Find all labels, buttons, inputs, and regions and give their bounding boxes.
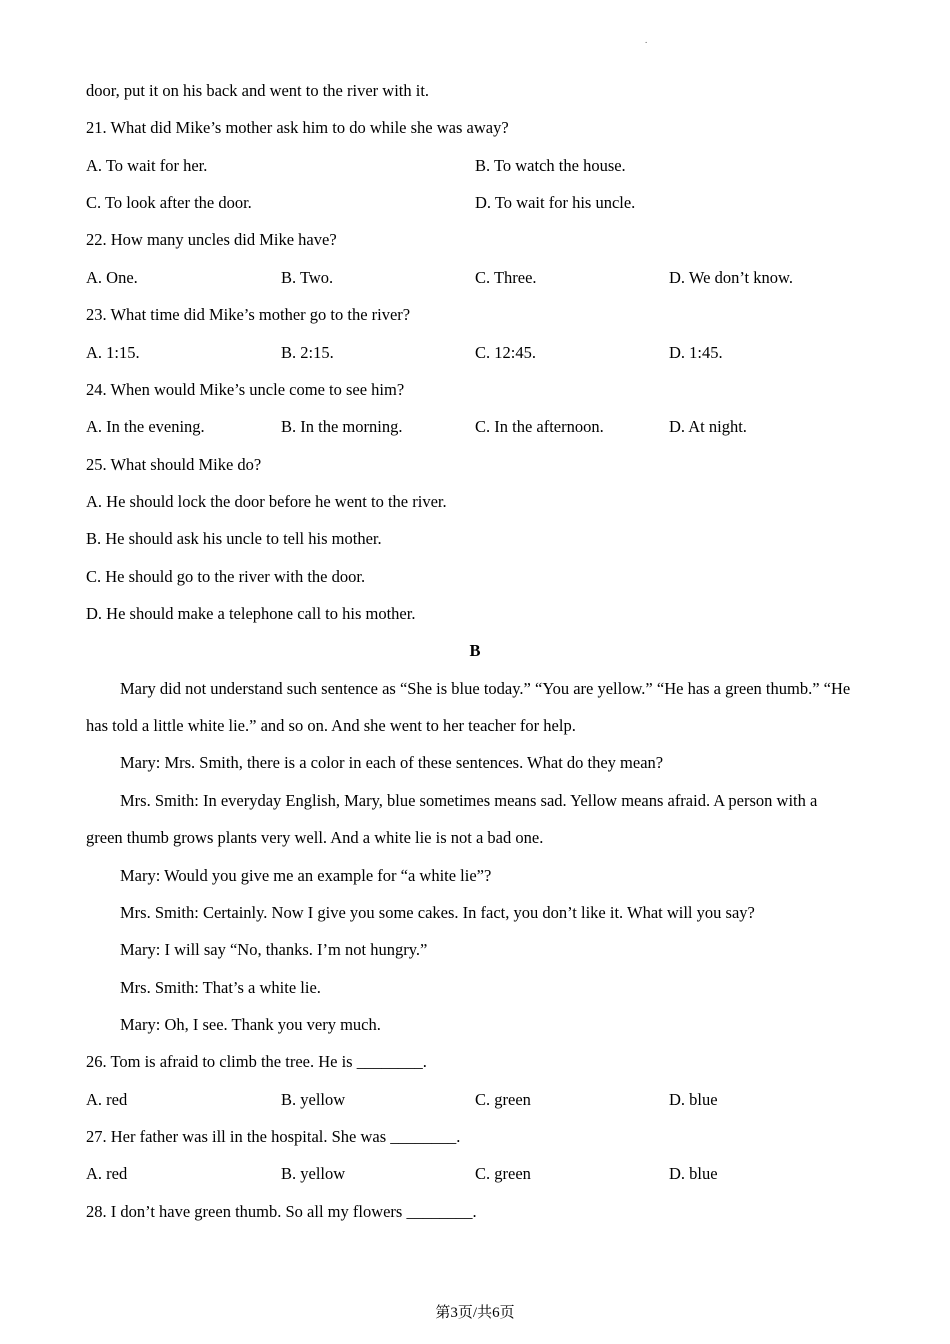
question-21-stem: 21. What did Mike’s mother ask him to do while she was away? [86, 118, 509, 138]
dialogue-line: Mary: Would you give me an example for “a white lie”? [120, 865, 492, 885]
question-24-stem: 24. When would Mike’s uncle come to see him? [86, 379, 405, 399]
question-21-options-row-1 [86, 147, 866, 184]
question-28-stem: 28. I don’t have green thumb. So all my flowers ________. [86, 1201, 477, 1221]
question-26-option-a: A. red [86, 1089, 128, 1109]
dialogue-line: Mary: Mrs. Smith, there is a color in each of these sentences. What do they mean? [120, 753, 664, 773]
header-mark: . [645, 35, 648, 45]
question-24-option-c: C. In the afternoon. [475, 417, 604, 437]
question-25-option-a: A. He should lock the door before he went to the river. [86, 491, 447, 511]
question-24-options [86, 408, 866, 445]
passage-b-intro-line-1: Mary did not understand such sentence as “She is blue today.” “You are yellow.” “He has a green thumb.” “He [120, 678, 851, 698]
question-21-option-c: C. To look after the door. [86, 193, 252, 213]
question-23-option-c: C. 12:45. [475, 342, 536, 362]
question-27-option-c: C. green [475, 1164, 531, 1184]
question-22-option-a: A. One. [86, 267, 138, 287]
question-23-options [86, 334, 866, 371]
question-26-option-d: D. blue [669, 1089, 718, 1109]
dialogue-line: Mary: Oh, I see. Thank you very much. [120, 1014, 381, 1034]
question-22-option-d: D. We don’t know. [669, 267, 793, 287]
dialogue-line-continuation: green thumb grows plants very well. And a white lie is not a bad one. [86, 828, 544, 848]
question-25-option-b: B. He should ask his uncle to tell his mother. [86, 529, 382, 549]
passage-b-heading: B [469, 641, 481, 661]
question-26-stem: 26. Tom is afraid to climb the tree. He is ________. [86, 1052, 427, 1072]
question-23-option-b: B. 2:15. [281, 342, 334, 362]
question-25-stem: 25. What should Mike do? [86, 454, 262, 474]
question-25-option-d: D. He should make a telephone call to his mother. [86, 604, 416, 624]
question-24-option-b: B. In the morning. [281, 417, 403, 437]
question-23-option-a: A. 1:15. [86, 342, 140, 362]
question-23-stem: 23. What time did Mike’s mother go to the river? [86, 305, 411, 325]
question-26-option-c: C. green [475, 1089, 531, 1109]
question-24-option-d: D. At night. [669, 417, 747, 437]
dialogue-line: Mary: I will say “No, thanks. I’m not hungry.” [120, 940, 428, 960]
question-22-option-c: C. Three. [475, 267, 537, 287]
question-21-option-b: B. To watch the house. [475, 155, 626, 175]
page-footer: 第3页/共6页 [435, 1305, 515, 1321]
question-21-option-d: D. To wait for his uncle. [475, 193, 636, 213]
question-21-option-a: A. To wait for her. [86, 155, 208, 175]
question-22-options [86, 259, 866, 296]
dialogue-line: Mrs. Smith: That’s a white lie. [120, 977, 321, 997]
question-21-options-row-2 [86, 184, 866, 221]
question-23-option-d: D. 1:45. [669, 342, 723, 362]
question-25-option-c: C. He should go to the river with the door. [86, 566, 366, 586]
question-27-stem: 27. Her father was ill in the hospital. She was ________. [86, 1127, 461, 1147]
question-22-stem: 22. How many uncles did Mike have? [86, 230, 337, 250]
question-27-option-b: B. yellow [281, 1164, 346, 1184]
question-22-option-b: B. Two. [281, 267, 334, 287]
passage-a-tail: door, put it on his back and went to the river with it. [86, 81, 430, 100]
passage-b-intro-line-2: has told a little white lie.” and so on. And she went to her teacher for help. [86, 716, 576, 736]
question-27-option-d: D. blue [669, 1164, 718, 1184]
question-27-options [86, 1155, 866, 1192]
dialogue-line: Mrs. Smith: In everyday English, Mary, blue sometimes means sad. Yellow means afraid. A person with a [120, 790, 818, 810]
question-27-option-a: A. red [86, 1164, 128, 1184]
question-26-option-b: B. yellow [281, 1089, 346, 1109]
question-26-options [86, 1081, 866, 1118]
dialogue-line: Mrs. Smith: Certainly. Now I give you some cakes. In fact, you don’t like it. What will you say? [120, 902, 755, 922]
page-content [86, 72, 866, 1230]
question-24-option-a: A. In the evening. [86, 417, 205, 437]
